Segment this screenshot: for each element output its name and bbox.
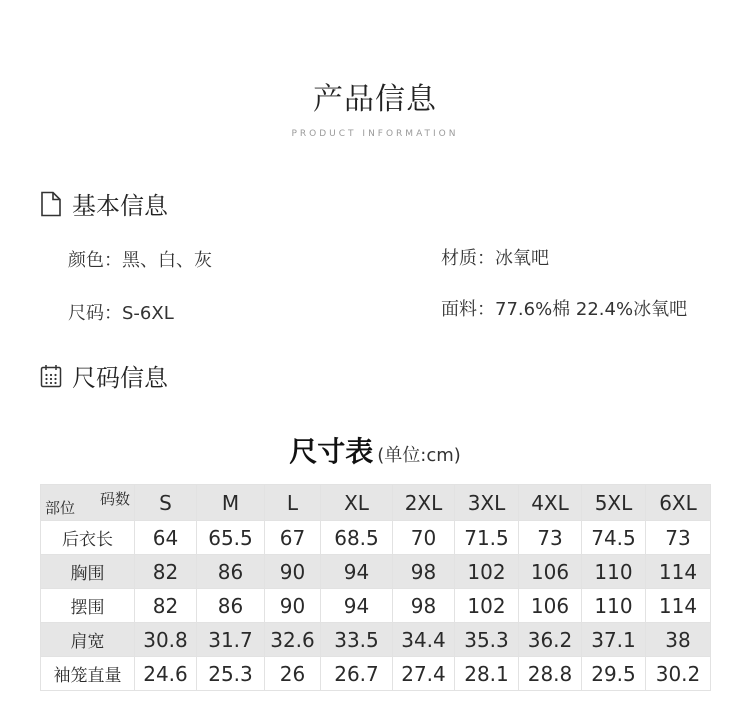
value-cell: 98: [393, 589, 455, 623]
row-label-cell: 袖笼直量: [41, 657, 135, 691]
value-cell: 102: [455, 555, 519, 589]
table-row: [41, 521, 711, 555]
size-info-heading: [40, 358, 168, 393]
size-header-cell: 4XL: [519, 485, 582, 521]
value-cell: 26: [265, 657, 321, 691]
value-cell: 29.5: [582, 657, 646, 691]
value-cell: 102: [455, 589, 519, 623]
value-cell: 106: [519, 589, 582, 623]
size-header-cell: L: [265, 485, 321, 521]
value-cell: 106: [519, 555, 582, 589]
value-cell: 36.2: [519, 623, 582, 657]
value-cell: 28.1: [455, 657, 519, 691]
value-cell: 86: [197, 589, 265, 623]
row-label-cell: 摆围: [41, 589, 135, 623]
table-row: [41, 589, 711, 623]
color-info: 颜色：黑、白、灰: [68, 250, 212, 271]
size-header-cell: XL: [321, 485, 393, 521]
size-chart-title: [0, 430, 750, 470]
value-cell: 30.2: [646, 657, 711, 691]
value-cell: 34.4: [393, 623, 455, 657]
fabric-info: 面料：77.6%棉 22.4%冰氧吧: [441, 299, 688, 320]
size-range-info: 尺码：S-6XL: [68, 303, 174, 324]
value-cell: 68.5: [321, 521, 393, 555]
size-header-cell: 2XL: [393, 485, 455, 521]
size-header-cell: 6XL: [646, 485, 711, 521]
value-cell: 114: [646, 589, 711, 623]
table-row: [41, 555, 711, 589]
value-cell: 64: [135, 521, 197, 555]
value-cell: 37.1: [582, 623, 646, 657]
corner-cell: [41, 485, 135, 521]
value-cell: 82: [135, 589, 197, 623]
calendar-icon: [40, 364, 62, 388]
value-cell: 82: [135, 555, 197, 589]
value-cell: 65.5: [197, 521, 265, 555]
value-cell: 70: [393, 521, 455, 555]
value-cell: 31.7: [197, 623, 265, 657]
size-table: [40, 484, 711, 691]
value-cell: 110: [582, 589, 646, 623]
value-cell: 86: [197, 555, 265, 589]
value-cell: 71.5: [455, 521, 519, 555]
value-cell: 98: [393, 555, 455, 589]
document-icon: [40, 191, 62, 217]
size-header-cell: 3XL: [455, 485, 519, 521]
value-cell: 26.7: [321, 657, 393, 691]
basic-info-heading: [40, 186, 168, 221]
table-row: [41, 657, 711, 691]
row-label-cell: 后衣长: [41, 521, 135, 555]
table-row: [41, 623, 711, 657]
size-header-cell: M: [197, 485, 265, 521]
value-cell: 90: [265, 555, 321, 589]
value-cell: 35.3: [455, 623, 519, 657]
value-cell: 90: [265, 589, 321, 623]
value-cell: 25.3: [197, 657, 265, 691]
value-cell: 94: [321, 555, 393, 589]
value-cell: 27.4: [393, 657, 455, 691]
value-cell: 38: [646, 623, 711, 657]
basic-info-label: 基本信息: [72, 192, 168, 220]
value-cell: 32.6: [265, 623, 321, 657]
corner-size-label: 码数: [99, 490, 130, 508]
value-cell: 73: [646, 521, 711, 555]
page-title: 产品信息: [313, 82, 437, 117]
size-header-cell: 5XL: [582, 485, 646, 521]
value-cell: 114: [646, 555, 711, 589]
value-cell: 24.6: [135, 657, 197, 691]
page-subtitle: PRODUCT INFORMATION: [291, 129, 459, 139]
value-cell: 94: [321, 589, 393, 623]
value-cell: 74.5: [582, 521, 646, 555]
row-label-cell: 胸围: [41, 555, 135, 589]
material-info: 材质：冰氧吧: [441, 248, 549, 269]
size-info-label: 尺码信息: [72, 364, 168, 392]
value-cell: 110: [582, 555, 646, 589]
size-chart-unit: (单位:cm): [377, 445, 461, 466]
row-label-cell: 肩宽: [41, 623, 135, 657]
size-header-cell: S: [135, 485, 197, 521]
table-header-row: [41, 485, 711, 521]
value-cell: 33.5: [321, 623, 393, 657]
value-cell: 73: [519, 521, 582, 555]
value-cell: 67: [265, 521, 321, 555]
value-cell: 28.8: [519, 657, 582, 691]
corner-part-label: 部位: [45, 499, 76, 517]
value-cell: 30.8: [135, 623, 197, 657]
size-chart-heading: 尺寸表: [289, 435, 374, 468]
